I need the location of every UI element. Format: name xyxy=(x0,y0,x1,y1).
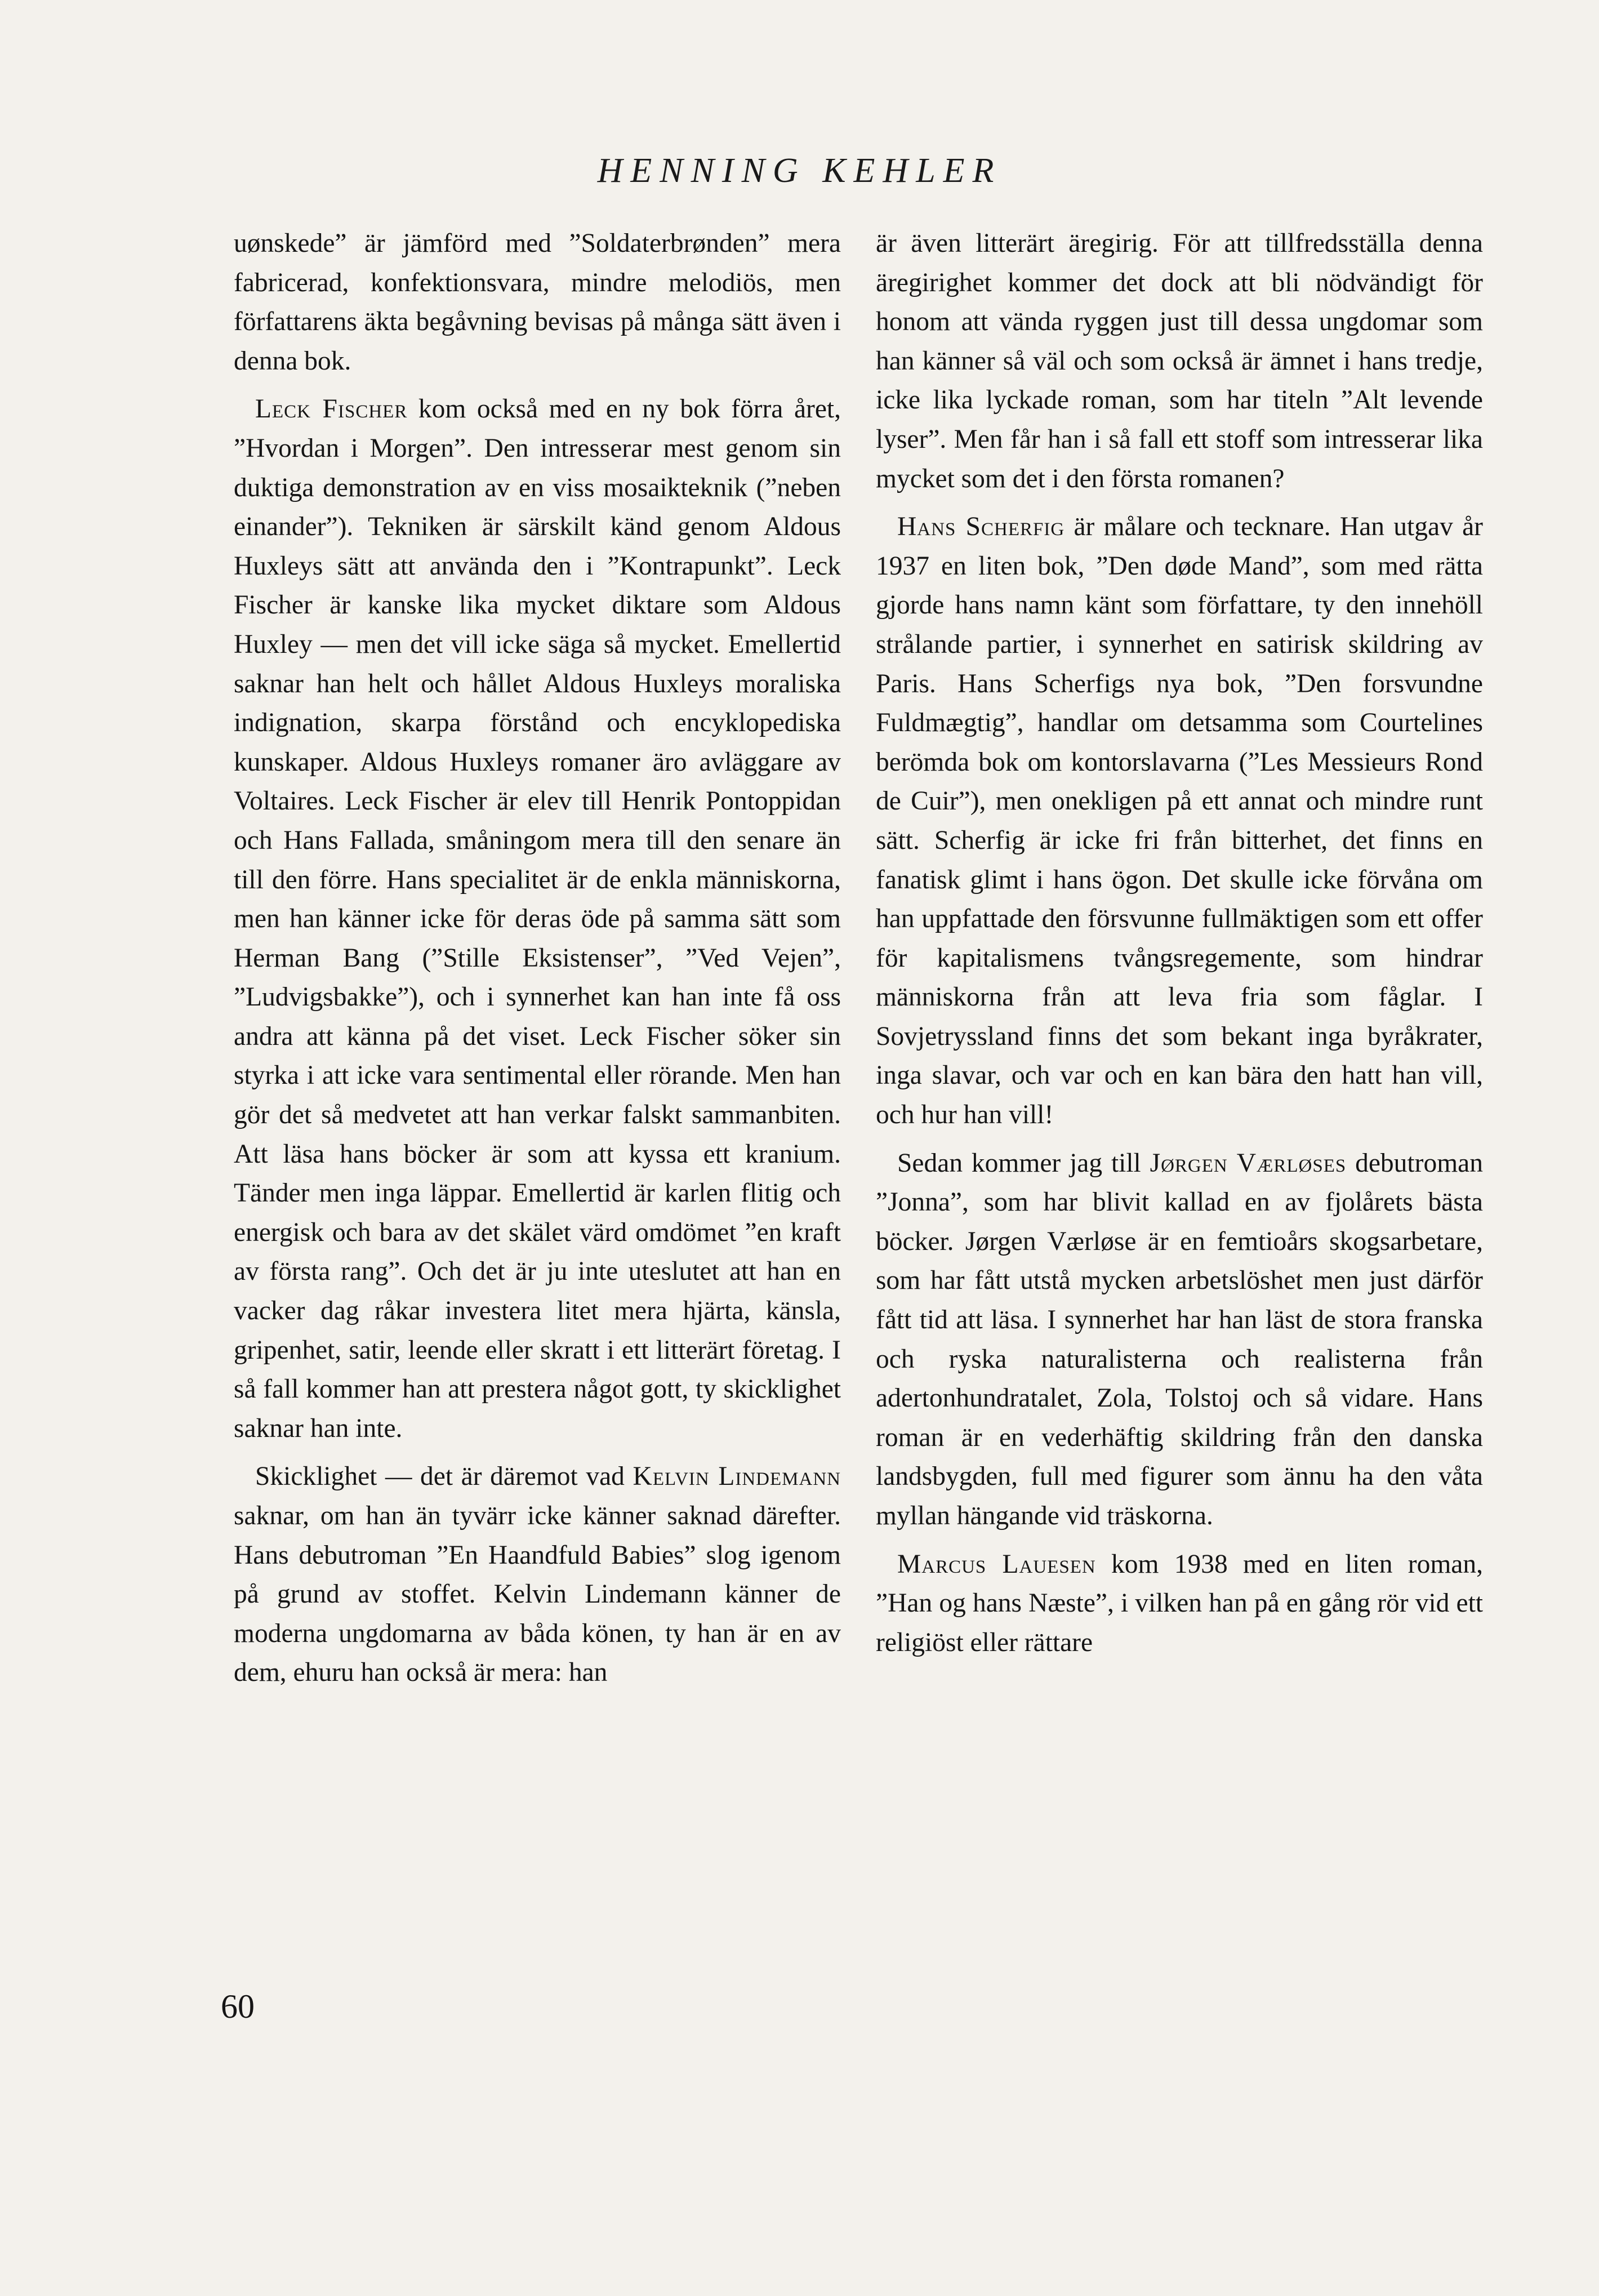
paragraph-text: kom också med en ny bok förra året, ”Hvordan i Morgen”. Den intresserar mest genom sin duktiga demonstration av en viss mosaikteknik (”neben einander”). Tekniken är särskilt känd genom Aldous Huxleys sätt att använda den i ”Kontrapunkt”. Leck Fischer är kanske lika mycket diktare som Aldous Huxley — men det vill icke säga så mycket. Emellertid saknar han helt och hållet Aldous Huxleys moraliska indignation, skarpa förstånd och encyklopediska kunskaper. Aldous Huxleys romaner äro avläggare av Voltaires. Leck Fischer är elev till Henrik Pontoppidan och Hans Fallada, småningom mera till den senare än till den förre. Hans specialitet är de enkla människorna, men han känner icke för deras öde på samma sätt som Herman Bang (”Stille Eksistenser”, ”Ved Vejen”, ”Ludvigsbakke”), och i synnerhet kan han inte få oss andra att känna på det viset. Leck Fischer söker sin styrka i att icke vara sentimental eller rörande. Men han gör det så medvetet att han verkar falskt sammanbiten. Att läsa hans böcker är som att kyssa ett kranium. Tänder men inga läppar. Emellertid är karlen flitig och energisk och bara av det skälet värd omdömet ”en kraft av första rang”. Och det är ju inte uteslutet att han en vacker dag råkar investera litet mera hjärta, känsla, gripenhet, satir, leende eller skratt i ett litterärt företag. I så fall kommer han att prestera något gott, ty skicklighet saknar han inte. xyxy=(234,394,841,1443)
paragraph xyxy=(234,390,841,1448)
author-name: Leck Fischer xyxy=(255,394,408,424)
author-name: Jørgen Værløses xyxy=(1150,1148,1347,1178)
paragraph: är även litterärt äregirig. För att tillfredsställa denna äregirighet kommer det dock att bli nödvändigt för honom att vända ryggen just till dessa ungdomar som han känner så väl och som också är ämnet i hans tredje, icke lika lyckade roman, som har titeln ”Alt levende lyser”. Men får han i så fall ett stoff som intresserar lika mycket som det i den första romanen? xyxy=(876,229,1483,493)
running-header: HENNING KEHLER xyxy=(597,152,1002,190)
paragraph-text: Skicklighet — det är däremot vad xyxy=(255,1462,633,1492)
paragraph xyxy=(876,1545,1483,1663)
paragraph-text: Sedan kommer jag till xyxy=(897,1148,1150,1178)
paragraph xyxy=(876,1144,1483,1536)
page-number: 60 xyxy=(221,1988,255,2025)
author-name: Hans Scherfig xyxy=(897,512,1065,542)
paragraph xyxy=(876,508,1483,1135)
author-name: Kelvin Lindemann xyxy=(633,1462,841,1492)
paragraph-text: är målare och tecknare. Han utgav år 1937 en liten bok, ”Den døde Mand”, som med rätta gjorde hans namn känt som författare, ty den innehöll strålande partier, i synnerhet en satirisk skildring av Paris. Hans Scherfigs nya bok, ”Den forsvundne Fuldmægtig”, handlar om detsamma som Courtelines berömda bok om kontorslavarna (”Les Messieurs Rond de Cuir”), men onekligen på ett annat och mindre runt sätt. Scherfig är icke fri från bitterhet, det finns en fanatisk glimt i hans ögon. Det skulle icke förvåna om han uppfattade den försvunne fullmäktigen som ett offer för kapitalismens tvångsregemente, som hindrar människorna från att leva fria som fåglar. I Sovjetryssland finns det som bekant inga byråkrater, inga slavar, och var och en kan bära den hatt han vill, och hur han vill! xyxy=(876,512,1483,1130)
paragraph: uønskede” är jämförd med ”Soldaterbrønden” mera fabricerad, konfektionsvara, mindre melodiös, men författarens äkta begåvning bevisas på många sätt även i denna bok. xyxy=(234,229,841,376)
paragraph-text: saknar, om han än tyvärr icke känner saknad därefter. Hans debutroman ”En Haandfuld Babies” slog igenom på grund av stoffet. Kelvin Lindemann känner de moderna ungdomarna av båda könen, ty han är en av dem, ehuru han också är mera: han xyxy=(234,1501,841,1688)
paragraph-text: kom 1938 med en liten roman, ”Han og hans Næste”, i vilken han på en gång rör vid ett religiöst eller rättare xyxy=(876,1549,1483,1657)
paragraph xyxy=(234,1457,841,1693)
paragraph-text: debutroman ”Jonna”, som har blivit kallad en av fjolårets bästa böcker. Jørgen Værløse är en femtioårs skogsarbetare, som har fått utstå mycken arbetslöshet men just därför fått tid att läsa. I synnerhet har han läst de stora franska och ryska naturalisterna och realisterna från adertonhundratalet, Zola, Tolstoj och så vidare. Hans roman är en vederhäftig skildring från den danska landsbygden, full med figurer som ännu ha den våta myllan hängande vid träskorna. xyxy=(876,1148,1483,1530)
right-column xyxy=(876,224,1483,1959)
left-column xyxy=(234,224,841,1959)
author-name: Marcus Lauesen xyxy=(897,1549,1096,1579)
